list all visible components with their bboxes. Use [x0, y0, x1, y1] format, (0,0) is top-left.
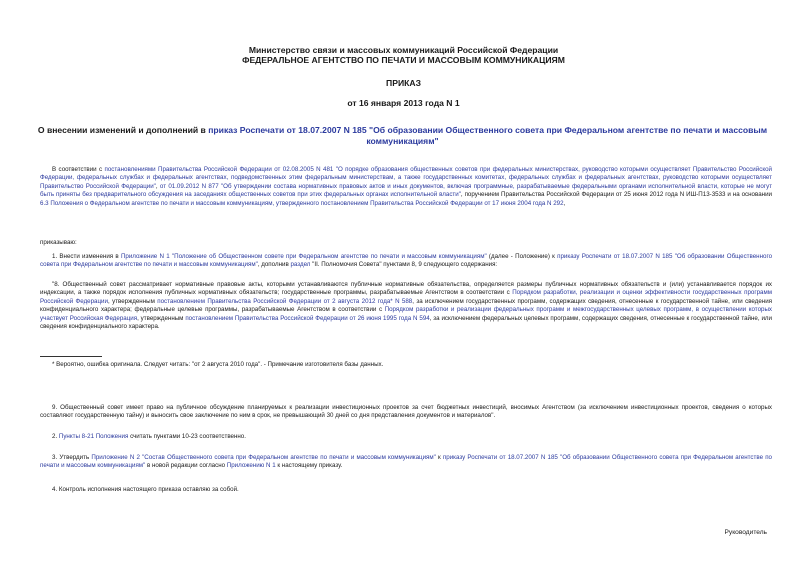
item3-text-1: 3. Утвердить	[52, 454, 92, 461]
point8-link-588[interactable]: постановлением Правительства Российской Федерации от 2 августа 2012 года* N 588	[157, 297, 413, 305]
item-2-paragraph	[40, 433, 772, 441]
item3-text-2: к	[435, 454, 443, 461]
ministry-name: Министерство связи и массовых коммуникаций Российской Федерации	[248, 45, 559, 55]
item3-link-order185[interactable]: приказу Роспечати от 18.07.2007 N 185 "Об образовании Общественного совета при Федеральном агентстве по печати и массовым коммуникациям"	[40, 454, 772, 470]
document-date-number: от 16 января 2013 года N 1	[347, 98, 460, 108]
point8-link-federal-programs[interactable]: Порядком разработки и реализации федеральных программ и межгосударственных целевых программ, в осуществлении которых участвует Российская Федерация	[40, 306, 772, 322]
footnote-divider	[40, 356, 102, 357]
preamble-text-4: ,	[563, 199, 566, 207]
item1-link-section[interactable]: раздел	[290, 261, 311, 269]
item3-text-4: к настоящему приказу.	[275, 462, 343, 470]
preamble-text-2: ,	[155, 182, 160, 190]
item-4-paragraph: 4. Контроль исполнения настоящего приказа оставляю за собой.	[52, 486, 239, 493]
title-link[interactable]: приказ Роспечати от 18.07.2007 N 185 "Об образовании Общественного совета при Федеральном агентстве по печати и массовым коммуникациям"	[208, 125, 768, 146]
item-3-paragraph	[40, 454, 772, 471]
item1-link-appendix1[interactable]: Приложение N 1 "Положение об Общественном совете при Федеральном агентстве по печати и массовым коммуникациям"	[120, 253, 487, 260]
item2-text-2: считать пунктами 10-23 соответственно.	[128, 433, 246, 440]
agency-name: ФЕДЕРАЛЬНОЕ АГЕНТСТВО ПО ПЕЧАТИ И МАССОВЫМ КОММУНИКАЦИЯМ	[242, 55, 565, 65]
item2-text-1: 2.	[52, 433, 59, 440]
item1-text-2: (далее - Положение) к	[486, 253, 558, 260]
orders-line: приказываю:	[40, 239, 77, 246]
preamble-link-292[interactable]: 6.3 Положения о Федеральном агентстве по печати и массовым коммуникациям, утвержденного постановлением Правительства Российской Федерации от 17 июня 2004 года N 292	[40, 199, 564, 207]
point8-link-594[interactable]: постановлением Правительства Российской Федерации от 26 июня 1995 года N 594	[185, 314, 430, 322]
item1-text-3: , дополнив	[257, 261, 291, 269]
signature-title: Руководитель	[724, 529, 767, 536]
item3-link-appendix2[interactable]: Приложение N 2 "Состав Общественного совета при Федеральном агентстве по печати и массовым коммуникациям"	[91, 454, 436, 461]
title-prefix: О внесении изменений и дополнений в	[37, 125, 209, 135]
preamble-link-877[interactable]: от 01.09.2012 N 877 "Об утверждении состава нормативных правовых актов и иных документов, включая программные, разрабатываемые федеральными органами исполнительной власти, которые не могут быть приняты без предварительного обсуждения на заседаниях общественных советов при этих федеральных органах исполнительной власти"	[40, 182, 772, 199]
point8-text-5: , за исключением федеральных целевых программ, содержащих сведения, отнесенные к государственной тайне, или сведения конфиденциального характера.	[40, 314, 772, 331]
document-title	[30, 125, 775, 147]
preamble-link-481[interactable]: постановлениями Правительства Российской Федерации от 02.08.2005 N 481 "О порядке образования общественных советов при федеральных министерствах, руководство которыми осуществляет Правительство Российской Федерации, федеральных службах и федеральных агентствах, подведомственных этим федеральным министерствам, а также государственных комитетах, федеральных службах и федеральных агентствах, руководство которыми осуществляет Правительство Российской Федерации"	[40, 166, 772, 190]
item1-text-4: "II. Полномочия Совета" пунктами 8, 9 следующего содержания:	[310, 261, 498, 269]
item1-text-1: 1. Внести изменения в	[52, 253, 121, 260]
preamble-text-1: В соответствии с	[52, 166, 105, 173]
point8-text-4: , утвержденным	[137, 314, 186, 322]
item3-link-appendix-n1[interactable]: Приложению N 1	[226, 462, 276, 470]
point-8-paragraph	[40, 281, 772, 331]
point8-text-3: , за исключением государственных программ, содержащих сведения, отнесенные к государственной тайне, или сведения конфиденциального характера; федеральные целевые программы, разрабатываемые Агентством в соответствии с	[40, 297, 772, 314]
preamble-paragraph	[40, 166, 772, 208]
point8-link-procedure[interactable]: Порядком разработки, реализации и оценки эффективности государственных программ Российской Федерации	[40, 289, 772, 305]
item1-link-order185[interactable]: приказу Роспечати от 18.07.2007 N 185 "Об образовании Общественного совета при Федеральном агентстве по печати и массовым коммуникациям"	[40, 253, 773, 269]
document-type: ПРИКАЗ	[386, 78, 421, 88]
item-1-paragraph	[40, 253, 772, 270]
point8-text-2: , утвержденным	[107, 297, 158, 305]
point8-text-1: "8. Общественный совет рассматривает нормативные правовые акты, которыми устанавливаются публичные нормативные обязательства, определяется размеры публичных нормативных обязательств и (или) устанавливается порядок их индексации, а также порядок исполнения публичных нормативных обязательств; государственные программы, разрабатываемые Агентством в соответствии с	[40, 281, 772, 297]
item2-link-points[interactable]: Пункты 8-21 Положения	[58, 433, 129, 440]
item3-text-3: в новой редакции согласно	[145, 462, 227, 470]
point-9-paragraph: 9. Общественный совет имеет право на публичное обсуждение планируемых к реализации инвестиционных проектов за счет бюджетных инвестиций, вносимых Агентством (за исключением инвестиционных проектов, сведения о которых составляют государственную тайну) и выносить свое заключение по ним в срок, не превышающий 30 дней со дня представления документов и материалов".	[40, 404, 772, 420]
footnote: * Вероятно, ошибка оригинала. Следует читать: "от 2 августа 2010 года". - Примечание изготовителя базы данных.	[52, 361, 384, 368]
preamble-text-3: , поручением Правительства Российской Федерации от 25 июня 2012 года N ИШ-П13-3533 и на основании	[460, 191, 772, 199]
